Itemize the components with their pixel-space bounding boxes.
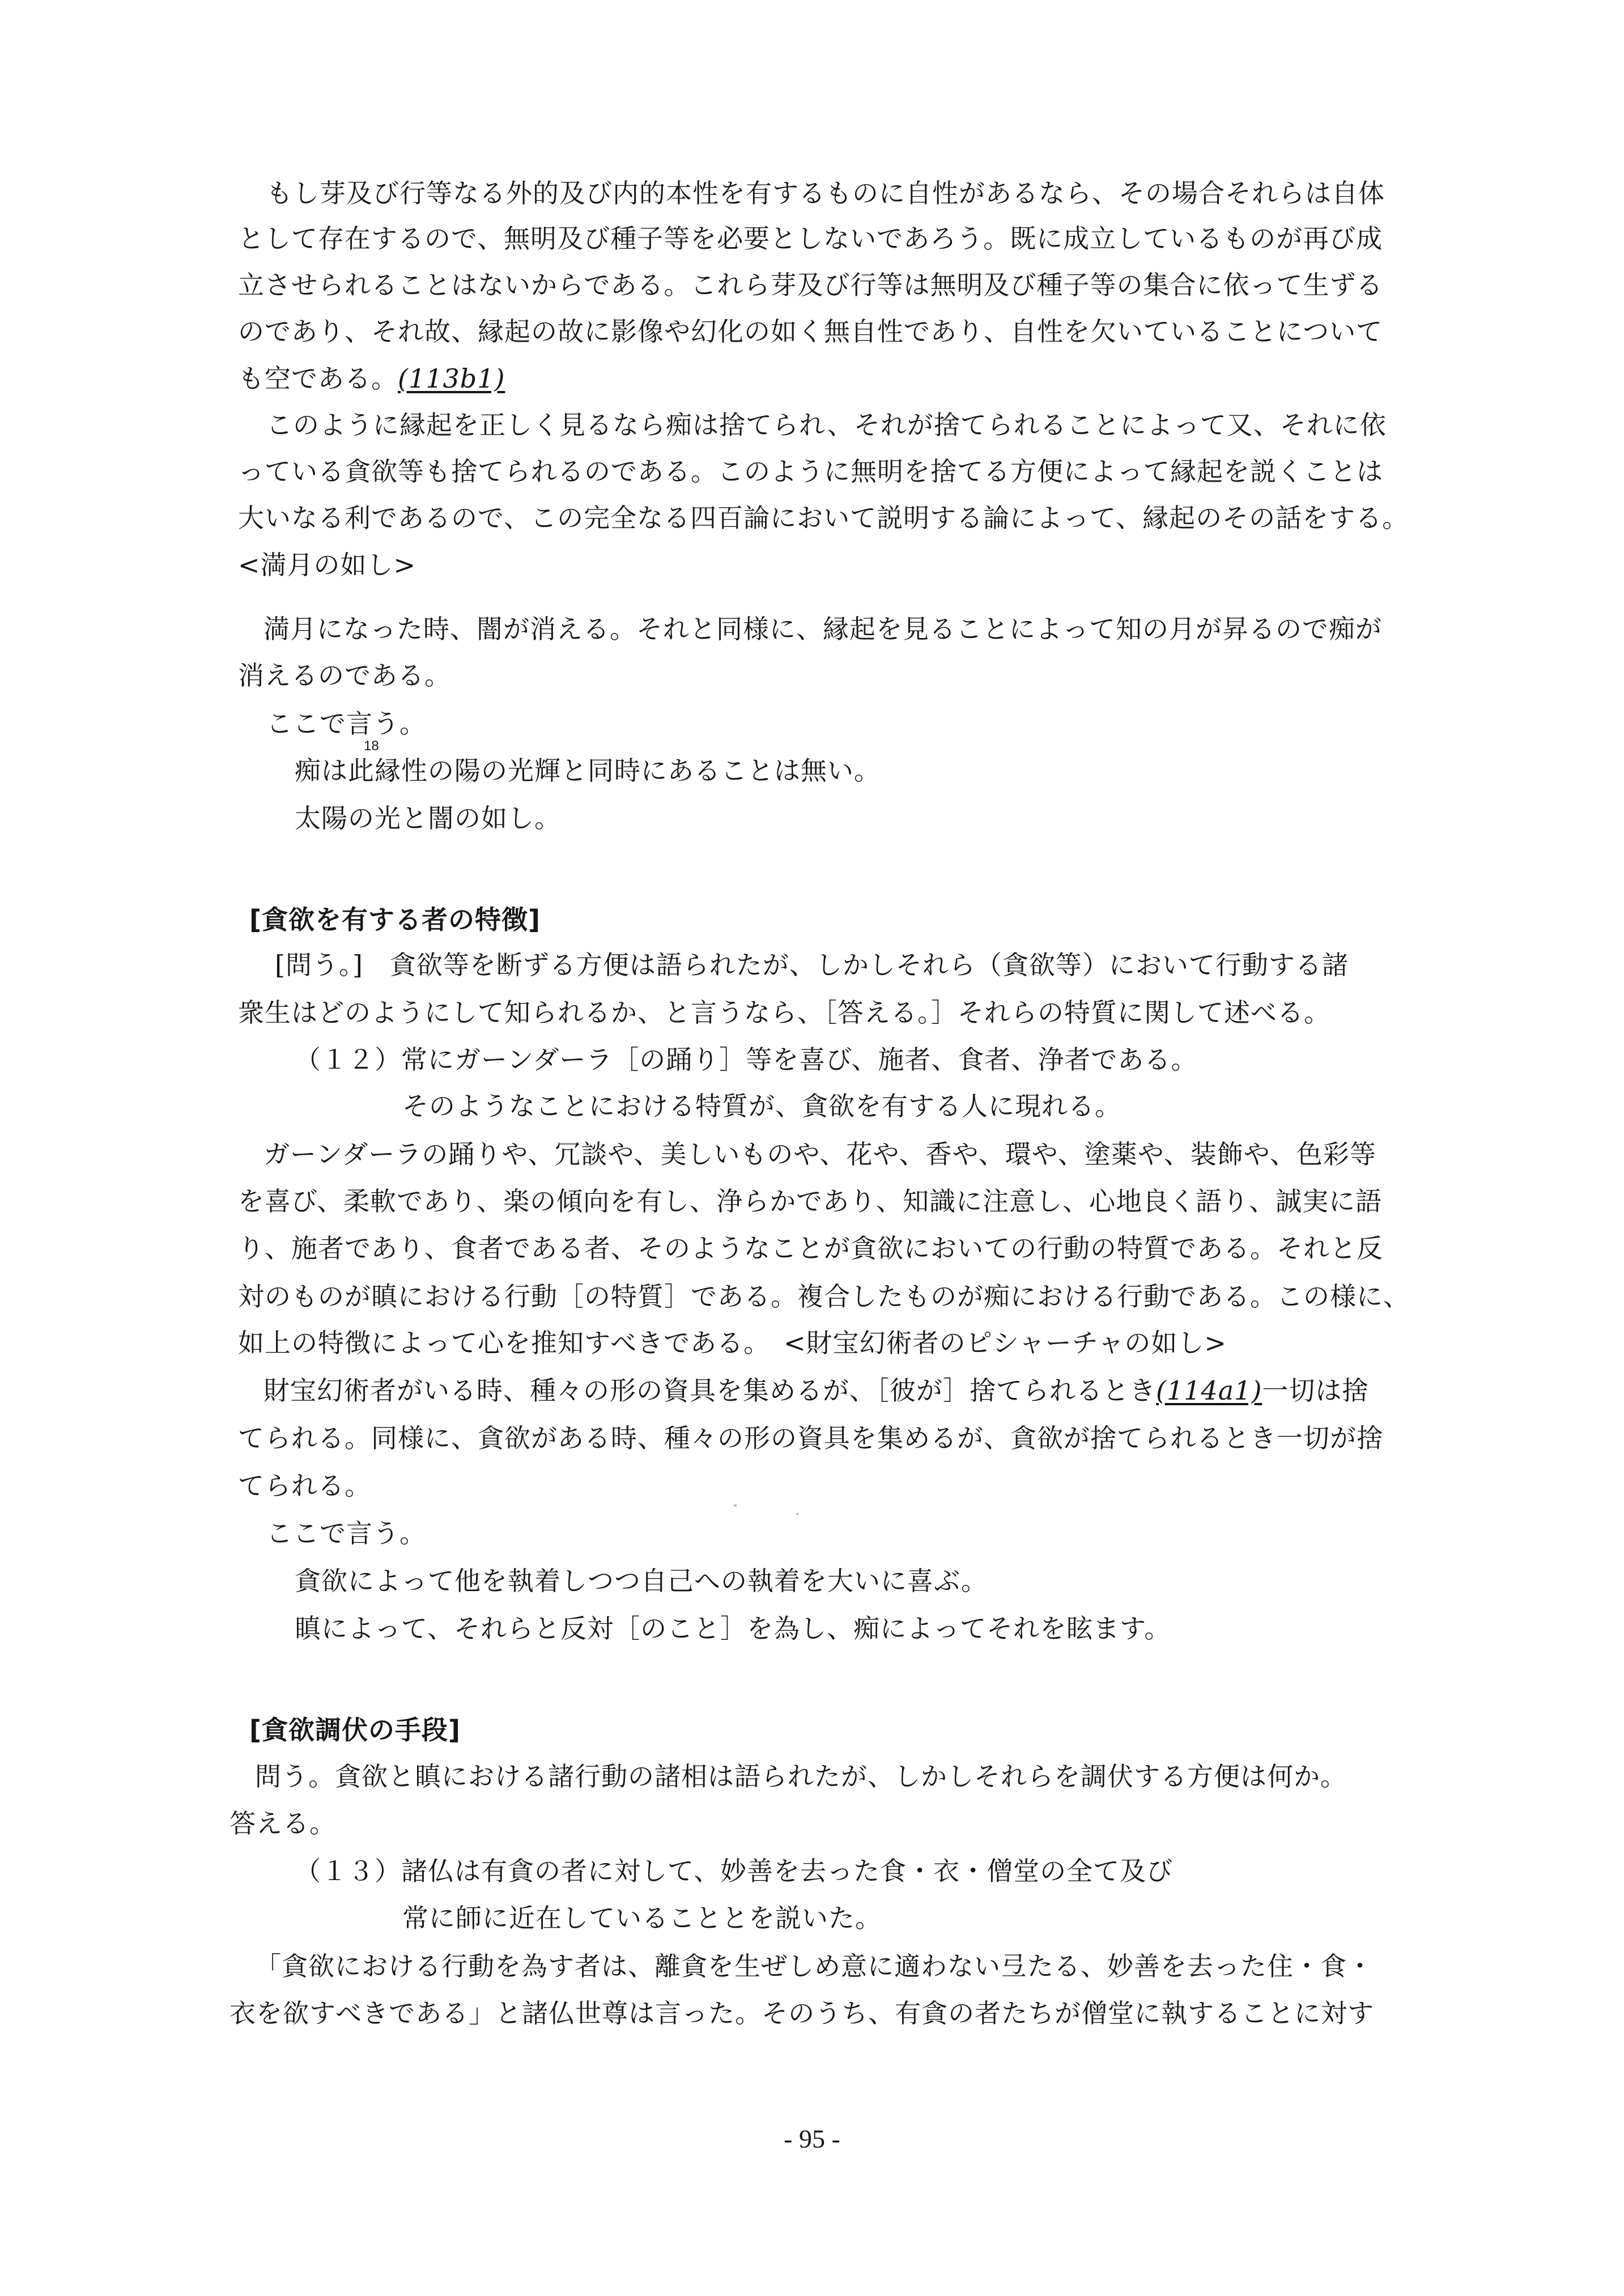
s1-verse-line-1: 貪欲によって他を執着しつつ自己への執着を大いに喜ぶ。 [295, 1566, 988, 1596]
p1-line-4: のであり、それ故、縁起の故に影像や幻化の如く無自性であり、自性を欠いていることについて [238, 316, 1383, 347]
p3-line-2: 消えるのである。 [238, 660, 451, 691]
p1-line-3: 立させられることはないからである。これら芽及び行等は無明及び種子等の集合に依って生ずる [238, 270, 1383, 300]
s2-stanza-line-1: （１３）諸仏は有貪の者に対して、妙善を去った食・衣・僧堂の全て及び [295, 1856, 1174, 1886]
p1-line-5 [238, 362, 505, 396]
s2-answer: 答える。 [229, 1808, 336, 1839]
s1-body-3: り、施者であり、食者である者、そのようなことが貪欲においての行動の特質である。それと反 [238, 1233, 1383, 1264]
s1-example-2: てられる。同様に、貪欲がある時、種々の形の資具を集めるが、貪欲が捨てられるとき一切が捨 [238, 1423, 1383, 1453]
s2-body-2: 衣を欲すべきである」と諸仏世尊は言った。そのうち、有貪の者たちが僧堂に執することに対す [229, 1998, 1375, 2029]
s1-verse-intro: ここで言う。 [266, 1518, 426, 1549]
folio-reference-114a1: (114a1) [1156, 1375, 1262, 1406]
s1-example-1-tail: 一切は捨 [1262, 1375, 1369, 1406]
s1-example-3: てられる。 [238, 1470, 371, 1501]
s1-question-2: 衆生はどのようにして知られるか、と言うなら、［答える。］それらの特質に関して述べる。 [238, 997, 1330, 1028]
p1-line-5-text: も空である。 [238, 363, 398, 394]
s2-question-1: 問う。貪欲と瞋における諸行動の諸相は語られたが、しかしそれらを調伏する方便は何か。 [255, 1761, 1347, 1792]
p3-line-1: 満月になった時、闇が消える。それと同様に、縁起を見ることによって知の月が昇るので痴が [263, 614, 1382, 644]
s1-question-1: [問う。] 貪欲等を断ずる方便は語られたが、しかしそれら（貪欲等）において行動する諸 [275, 950, 1349, 980]
p2-line-2: っている貪欲等も捨てられるのである。このように無明を捨てる方便によって縁起を説くことは [238, 456, 1383, 487]
verse-1-intro: ここで言う。 [266, 708, 426, 739]
folio-reference-113b1: (113b1) [398, 363, 505, 394]
p1-line-2: として存在するので、無明及び種子等を必要としないであろう。既に成立しているものが再び成 [238, 223, 1383, 254]
s1-example-1 [263, 1374, 1368, 1408]
s1-body-2: を喜び、柔軟であり、楽の傾向を有し、浄らかであり、知識に注意し、心地良く語り、誠実に語 [238, 1186, 1383, 1217]
verse-1-line-2: 太陽の光と闇の如し。 [295, 803, 561, 834]
p1-line-1: もし芽及び行等なる外的及び内的本性を有するものに自性があるなら、その場合それらは自体 [266, 178, 1385, 209]
section-heading-characteristics: [貪欲を有する者の特徴] [249, 904, 541, 935]
scan-speck [734, 1504, 737, 1507]
s1-stanza-line-2: そのようなことにおける特質が、貪欲を有する人に現れる。 [402, 1091, 1121, 1121]
s1-verse-line-2: 瞋によって、それらと反対［のこと］を為し、痴によってそれを眩ます。 [295, 1613, 1171, 1644]
s1-stanza-line-1: （１２）常にガーンダーラ［の踊り］等を喜び、施者、食者、浄者である。 [295, 1044, 1198, 1075]
p2-line-1: このように縁起を正しく見るなら痴は捨てられ、それが捨てられることによって又、それに依 [266, 410, 1387, 440]
verse-1-line-1: 痴は此縁性の陽の光輝と同時にあることは無い。 [295, 755, 881, 786]
p2-line-4: <満月の如し> [238, 550, 416, 580]
footnote-mark-18: 18 [364, 738, 379, 754]
s1-example-1-text: 財宝幻術者がいる時、種々の形の資具を集めるが、［彼が］捨てられるとき [263, 1375, 1156, 1406]
s2-body-1: 「貪欲における行動を為す者は、離貪を生ぜしめ意に適わない弖たる、妙善を去った住・食・ [255, 1951, 1374, 1982]
s1-body-4: 対のものが瞋における行動［の特質］である。複合したものが痴における行動である。この様に、 [238, 1281, 1410, 1312]
p2-line-3: 大いなる利であるので、この完全なる四百論において説明する論によって、縁起のその話をする。 [238, 503, 1409, 533]
section-heading-subjugation: [貪欲調伏の手段] [249, 1715, 461, 1745]
page-number: - 95 - [784, 2124, 840, 2153]
s2-stanza-line-2: 常に師に近在していることとを説いた。 [402, 1903, 882, 1933]
s1-body-1: ガーンダーラの踊りや、冗談や、美しいものや、花や、香や、環や、塗薬や、装飾や、色彩等 [263, 1139, 1376, 1170]
scan-speck [796, 1513, 798, 1515]
s1-body-5: 如上の特徴によって心を推知すべきである。 <財宝幻術者のピシャーチャの如し> [238, 1328, 1227, 1358]
